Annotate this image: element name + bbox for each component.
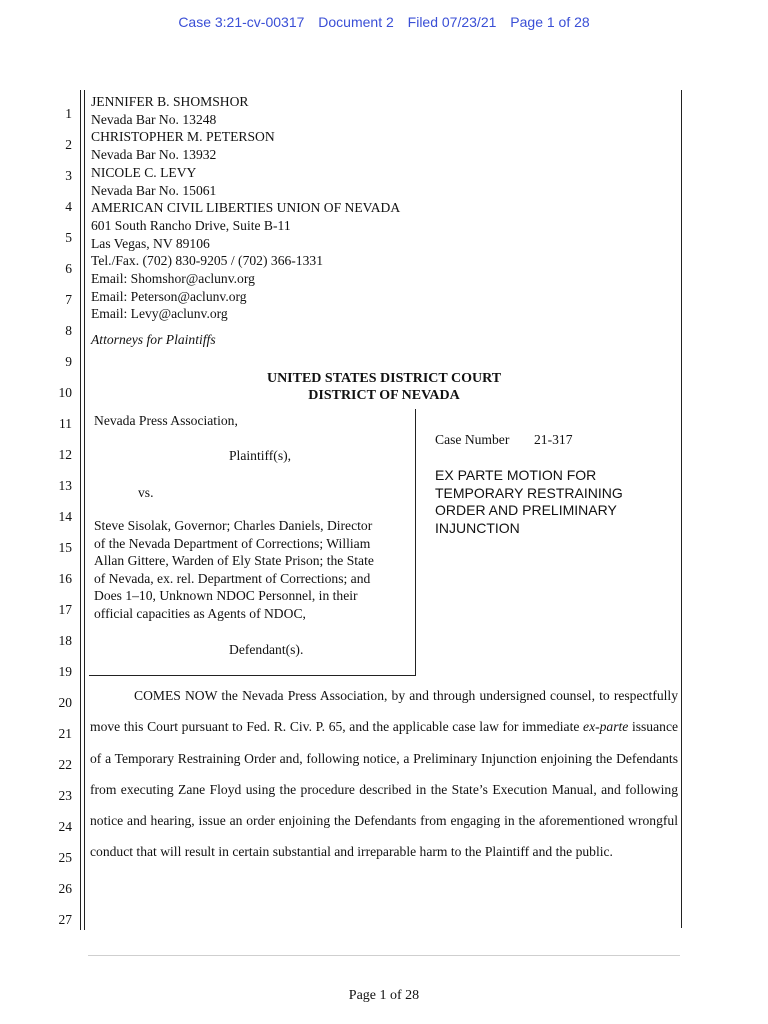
line-number: 7	[65, 292, 72, 307]
filing-header-stamp	[0, 14, 768, 30]
footer-rule	[88, 955, 680, 956]
line-number: 17	[58, 602, 72, 617]
case-number-value: 21-317	[534, 432, 573, 447]
line-number: 27	[58, 912, 72, 927]
line-number: 20	[58, 695, 72, 710]
motion-title-line: TEMPORARY RESTRAINING	[435, 484, 623, 501]
motion-body-paragraph	[90, 680, 678, 868]
defendants-line: of Nevada, ex. rel. Department of Corrections; and	[94, 570, 371, 586]
line-number: 9	[65, 354, 72, 369]
counsel-block	[91, 93, 400, 349]
case-number-label: Case Number	[435, 432, 510, 447]
line-number: 10	[58, 385, 72, 400]
defendants-line: of the Nevada Department of Corrections; William	[94, 535, 371, 551]
defendants-block	[94, 517, 374, 622]
motion-title-line: INJUNCTION	[435, 519, 520, 536]
line-number: 19	[58, 664, 72, 679]
defendant-label: Defendant(s).	[229, 642, 304, 657]
defendants-line: Steve Sisolak, Governor; Charles Daniels, Director	[94, 518, 373, 533]
line-number: 1	[65, 106, 72, 121]
counsel-line: Nevada Bar No. 15061	[91, 182, 217, 198]
counsel-line: CHRISTOPHER M. PETERSON	[91, 129, 275, 145]
line-number: 26	[58, 881, 72, 896]
versus: vs.	[138, 485, 154, 500]
document-number-stamp: Document 2	[318, 14, 394, 30]
court-district: DISTRICT OF NEVADA	[308, 388, 460, 403]
counsel-line: Nevada Bar No. 13248	[91, 111, 217, 127]
defendants-line: Does 1–10, Unknown NDOC Personnel, in their	[94, 588, 358, 603]
right-margin-rule	[681, 90, 682, 928]
line-number: 18	[58, 633, 72, 648]
line-number: 5	[65, 230, 72, 245]
line-number: 22	[58, 757, 72, 772]
page-footer: Page 1 of 28	[348, 988, 420, 1003]
line-number: 24	[58, 819, 72, 834]
counsel-line: Las Vegas, NV 89106	[91, 235, 210, 251]
motion-title	[435, 467, 623, 537]
motion-title-line: ORDER AND PRELIMINARY	[435, 502, 617, 519]
line-number: 21	[58, 726, 72, 741]
caption-bottom-rule	[89, 675, 416, 676]
counsel-line: JENNIFER B. SHOMSHOR	[91, 94, 249, 109]
line-number: 25	[58, 850, 72, 865]
body-text-1: COMES NOW the Nevada Press Association, by and through undersigned counsel, to respectfully move this Court pursuant to Fed. R. Civ. P. 65, and the applicable case law for immediate	[90, 688, 678, 735]
defendants-line: official capacities as Agents of NDOC,	[94, 605, 306, 621]
defendants-line: Allan Gittere, Warden of Ely State Prison; the State	[94, 553, 374, 568]
line-number: 2	[65, 137, 72, 152]
counsel-line: Tel./Fax. (702) 830-9205 / (702) 366-1331	[91, 253, 323, 269]
line-number: 3	[65, 168, 72, 183]
line-number: 11	[59, 416, 72, 431]
line-number: 23	[58, 788, 72, 803]
line-number: 12	[58, 447, 72, 462]
body-text-2: issuance of a Temporary Restraining Order and, following notice, a Preliminary Injunction enjoining the Defendants from executing Zane Floyd using the procedure described in the State’s Execution Manual, and following notice and hearing, issue an order enjoining the Defendants from engaging in the aforementioned wrongful conduct that will result in certain substantial and irreparable harm to the Plaintiff and the public.	[90, 719, 679, 860]
plaintiff-label: Plaintiff(s),	[229, 448, 292, 463]
court-name: UNITED STATES DISTRICT COURT	[266, 371, 502, 386]
counsel-line: Email: Peterson@aclunv.org	[91, 288, 247, 304]
motion-title-line: EX PARTE MOTION FOR	[435, 467, 597, 483]
body-text-italic: ex-parte	[583, 719, 629, 735]
line-number: 8	[65, 323, 72, 338]
page-count-stamp: Page 1 of 28	[510, 14, 590, 30]
counsel-line: Email: Shomshor@aclunv.org	[91, 271, 255, 287]
line-number: 15	[58, 540, 72, 555]
counsel-line: Nevada Bar No. 13932	[91, 147, 217, 163]
counsel-line: AMERICAN CIVIL LIBERTIES UNION OF NEVADA	[91, 200, 401, 216]
plaintiff-name: Nevada Press Association,	[94, 413, 238, 428]
case-number-stamp: Case 3:21-cv-00317	[178, 14, 305, 30]
left-margin-rule-inner	[84, 90, 85, 930]
line-number: 16	[58, 571, 72, 586]
line-number: 14	[58, 509, 72, 524]
caption-divider-rule	[415, 409, 416, 676]
counsel-line: 601 South Rancho Drive, Suite B-11	[91, 217, 291, 233]
counsel-line: Email: Levy@aclunv.org	[91, 306, 228, 322]
line-number: 13	[58, 478, 72, 493]
left-margin-rule-outer	[80, 90, 81, 930]
line-number: 6	[65, 261, 72, 276]
line-number: 4	[65, 199, 72, 214]
counsel-line: NICOLE C. LEVY	[91, 164, 197, 180]
attorneys-for: Attorneys for Plaintiffs	[91, 332, 216, 348]
filed-date-stamp: Filed 07/23/21	[407, 14, 497, 30]
